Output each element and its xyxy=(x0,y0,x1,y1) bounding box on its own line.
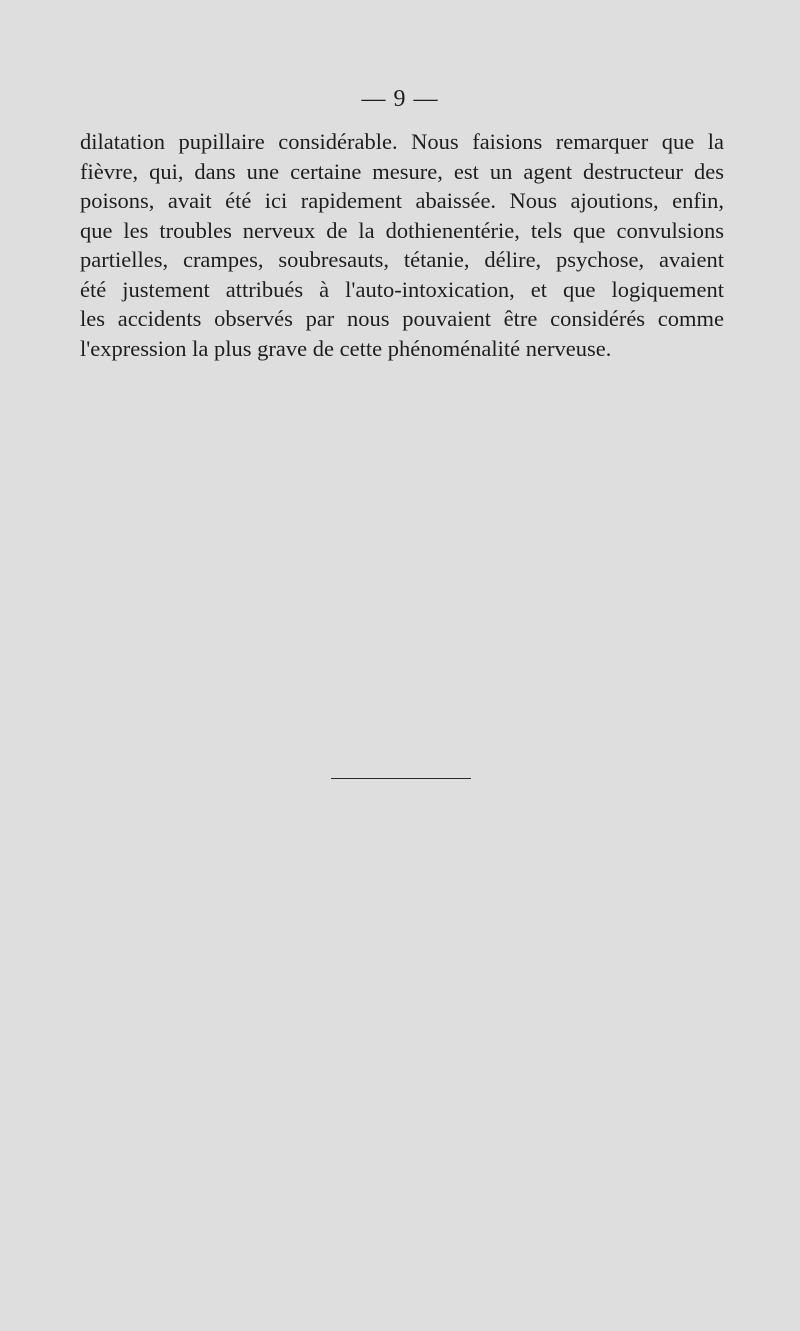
text-line: partielles, crampes, soubresauts, tétanie, délire, psychose, avaient xyxy=(80,247,724,272)
text-line: que les troubles nerveux de la dothienentérie, tels que convulsions xyxy=(80,217,724,243)
text-line: les accidents observés par nous pouvaient être considérés comme xyxy=(80,306,724,331)
text-line: dilatation pupillaire considérable. Nous faisions remarquer que la xyxy=(80,129,724,154)
page-number: — 9 — xyxy=(361,86,439,112)
text-line: été justement attribués à l'auto-intoxication, et que logiquement xyxy=(80,276,724,302)
body-paragraph xyxy=(80,127,724,363)
text-line: fièvre, qui, dans une certaine mesure, est un agent destructeur des xyxy=(80,158,724,184)
text-line: l'expression la plus grave de cette phénoménalité nerveuse. xyxy=(80,335,612,361)
section-end-rule xyxy=(331,778,471,779)
text-line: poisons, avait été ici rapidement abaissée. Nous ajoutions, enfin, xyxy=(80,188,724,213)
